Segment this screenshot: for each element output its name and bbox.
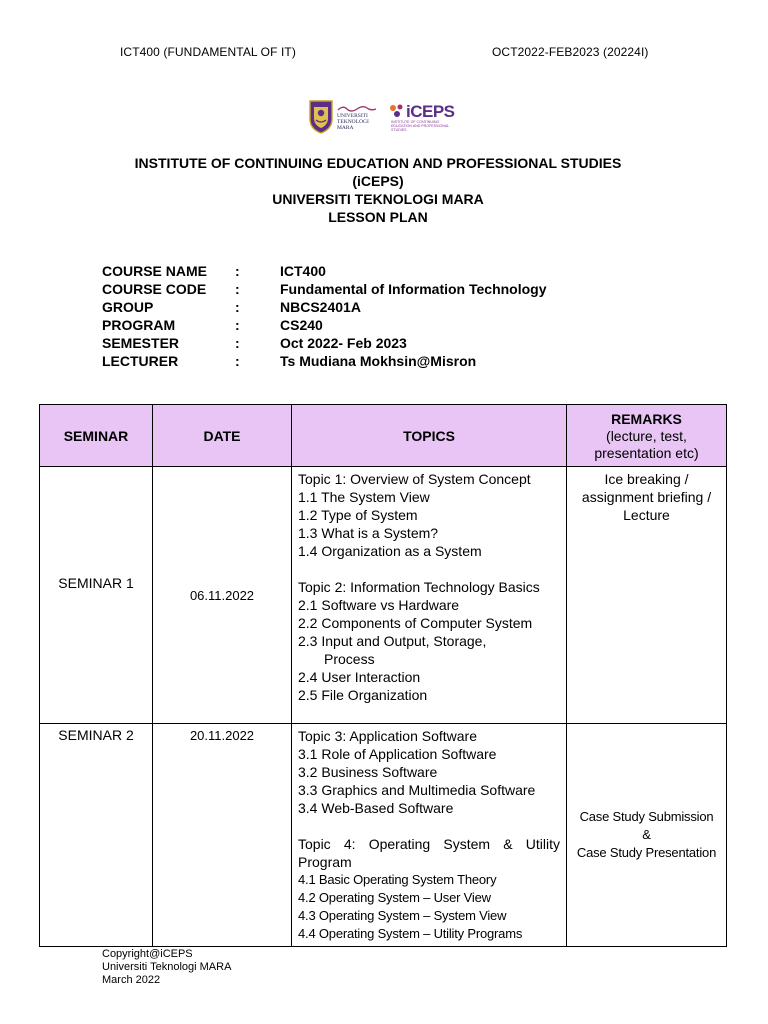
lesson-plan-table <box>39 404 727 947</box>
column-header-topics: TOPICS <box>292 405 567 467</box>
column-header-remarks: REMARKS (lecture, test, presentation etc) <box>567 405 727 467</box>
uitm-wordmark: UNIVERSITI TEKNOLOGI MARA <box>337 104 383 131</box>
jawi-script-icon <box>337 104 377 112</box>
date-cell: 20.11.2022 <box>153 724 292 947</box>
iceps-tagline: INSTITUTE OF CONTINUING EDUCATION AND PROFESSIONAL STUDIES <box>391 119 450 132</box>
table-row <box>40 724 727 947</box>
running-header-course: ICT400 (FUNDAMENTAL OF IT) <box>120 45 296 59</box>
remarks-cell: Case Study Submission & Case Study Presentation <box>567 724 727 947</box>
table-header-row <box>40 405 727 467</box>
uitm-crest-icon <box>308 99 334 135</box>
uitm-logo <box>308 99 383 135</box>
iceps-mark-icon <box>388 103 406 119</box>
running-header-session: OCT2022-FEB2023 (20224I) <box>492 45 649 59</box>
institution-logos <box>308 97 453 137</box>
iceps-logo <box>388 103 455 132</box>
table-row <box>40 467 727 724</box>
seminar-cell: SEMINAR 2 <box>40 724 153 947</box>
column-header-seminar: SEMINAR <box>40 405 153 467</box>
copyright-footer: Copyright@iCEPS Universiti Teknologi MARA March 2022 <box>102 948 232 986</box>
remarks-cell: Ice breaking / assignment briefing / Lecture <box>567 467 727 724</box>
date-cell: 06.11.2022 <box>153 467 292 724</box>
seminar-cell: SEMINAR 1 <box>40 467 153 724</box>
iceps-wordmark: iCEPS <box>406 101 455 121</box>
column-header-date: DATE <box>153 405 292 467</box>
topics-cell: Topic 3: Application Software 3.1 Role of Application Software 3.2 Business Software 3.3 Graphics and Multimedia Software 3.4 Web-Based Software Topic 4: Operating System & Utility Program 4.1 Basic Operating System Theory 4.2 Operating System – User View 4.3 Operating System – System View 4.4 Operating System – Utility Programs <box>292 724 567 947</box>
topics-cell: Topic 1: Overview of System Concept 1.1 The System View 1.2 Type of System 1.3 What is a System? 1.4 Organization as a System Topic 2: Information Technology Basics 2.1 Software vs Hardware 2.2 Components of Computer System 2.3 Input and Output, Storage, Process 2.4 User Interaction 2.5 File Organization <box>292 467 567 724</box>
document-title: INSTITUTE OF CONTINUING EDUCATION AND PROFESSIONAL STUDIES (iCEPS) UNIVERSITI TEKNOLOGI MARA LESSON PLAN <box>134 155 622 225</box>
document-page: ICT400 (FUNDAMENTAL OF IT) OCT2022-FEB2023 (20224I) UNIVERSITI TEKNOLOGI MARA iCEPS INSTITUTE OF CONTINUING EDUCATION AND PROFESSIONAL STUDIES INSTITUTE OF CONTINUING EDUCATION AND PROFESSIONAL STUDIES (iCEPS) UNIVERSITI TEKNOLOGI MARA LESSON PLAN COURSE NAME : ICT400 COURSE CODE : Fundamental of Information Technology GROUP : NBCS2401A PROGRAM : CS240 SEMESTER : Oct 2022- Feb 2023 LECTURER : Ts Mudiana Mokhsin@Misron SEMINAR DATE TOPICS REMARKS (lecture, test, presentation etc) SEMINAR 1 06.11.2022 Topic 1: Overview of System Concept 1.1 The System View 1.2 Type of System 1.3 What is a System? 1.4 Organization as a System Topic 2: Information Technology Basics 2.1 Software vs Hardware 2.2 Components of Computer System 2.3 Input and Output, Storage, Process 2.4 User Interaction 2.5 File Organization Ice breaking / assignment briefing / Lecture SEMINAR 2 20.11.2022 Topic 3: Application Software 3.1 Role of Application Software 3.2 Business Software 3.3 Graphics and Multimedia Software 3.4 Web-Based Software Topic 4: Operating System & Utility Program 4.1 Basic Operating System Theory 4.2 Operating System – User View 4.3 Operating System – System View 4.4 Operating System – Utility Programs Case Study Submission & Case Study Presentation Copyright@iCEPS Universiti Teknologi MARA March 2022 <box>0 0 768 1024</box>
